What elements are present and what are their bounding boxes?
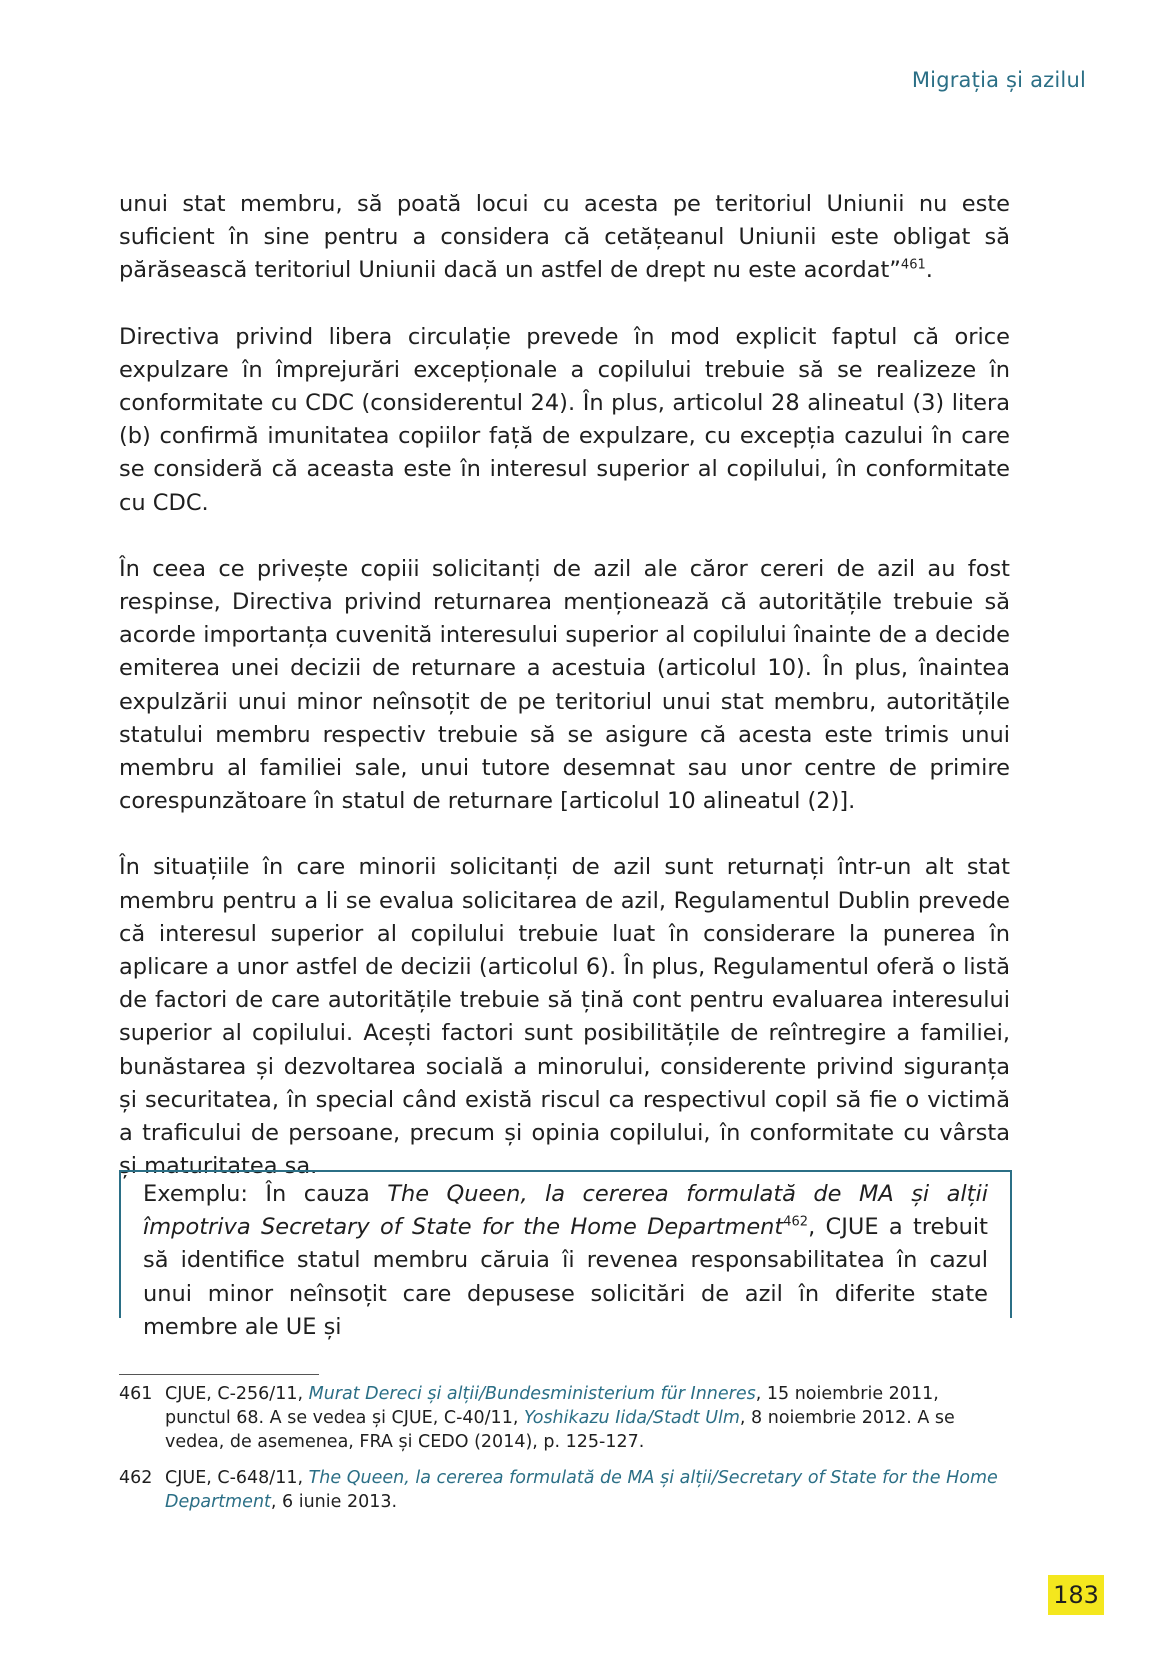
example-box	[119, 1170, 1012, 1340]
paragraph-4: În situațiile în care minorii solicitanți de azil sunt returnați într-un alt stat membru pentru a li se evalua solicitarea de azil, Regulamentul Dublin prevede că interesul superior al copilului trebuie luat în considerare la punerea în aplicare a unor astfel de decizii (articolul 6). În plus, Regulamentul oferă o listă de factori de care autoritățile trebuie să țină cont pentru evaluarea interesului superior al copilului. Acești factori sunt posibilitățile de reîntregire a familiei, bunăstarea și dezvoltarea socială a minorului, considerente privind siguranța și securitatea, în special când există riscul ca respectivul copil să fie o victimă a traficului de persoane, precum și opinia copilului, în conformitate cu vârsta și maturitatea sa.	[119, 854, 1010, 1180]
footnote-text: CJUE, C-648/11, The Queen, la cererea formulată de MA și alții/Secretary of State for the Home Department, 6 iunie 2013.	[165, 1468, 998, 1512]
footnote-text: CJUE, C-256/11, Murat Dereci și alții/Bundesministerium für Inneres, 15 noiembrie 2011, punctul 68. A se vedea și CJUE, C-40/11, Yoshikazu Iida/Stadt Ulm, 8 noiembrie 2012. A se vedea, de asemenea, FRA și CEDO (2014), p. 125-127.	[165, 1384, 955, 1452]
footnote-link[interactable]: Yoshikazu Iida/Stadt Ulm	[523, 1408, 740, 1428]
footnote-link[interactable]: Murat Dereci și alții/Bundesministerium für Inneres	[308, 1384, 756, 1404]
footnote-461	[119, 1382, 1009, 1454]
paragraph-1: unui stat membru, să poată locui cu acesta pe teritoriul Uniunii nu este suficient în sine pentru a considera că cetățeanul Uniunii este obligat să părăsească teritoriul Uniunii dacă un astfel de drept nu este acordat”$^{461}$.	[119, 191, 1010, 284]
footnote-ref-461[interactable]: 461	[900, 257, 926, 273]
footnote-462	[119, 1466, 1009, 1514]
body-text	[119, 188, 1010, 1216]
footnotes	[119, 1382, 1009, 1526]
paragraph-2: Directiva privind libera circulație prevede în mod explicit faptul că orice expulzare în împrejurări excepționale a copilului trebuie să se realizeze în conformitate cu CDC (considerentul 24). În plus, articolul 28 alineatul (3) litera (b) confirmă imunitatea copiilor față de expulzare, cu excepția cazului în care se consideră că aceasta este în interesul superior al copilului, în conformitate cu CDC.	[119, 323, 1010, 516]
footnote-ref-462[interactable]: 462	[783, 1214, 809, 1230]
page-number: 183	[1048, 1575, 1104, 1615]
footnote-number: 461	[119, 1384, 153, 1404]
paragraph-3: În ceea ce privește copiii solicitanți de azil ale căror cereri de azil au fost respinse, Directiva privind returnarea menționează că autoritățile trebuie să acorde importanța cuvenită interesului superior al copilului înainte de a decide emiterea unei decizii de returnare a acestuia (articolul 10). În plus, înaintea expulzării unui minor neînsoțit de pe teritoriul unui stat membru, autoritățile statului membru respectiv trebuie să se asigure că acesta este trimis unui membru al familiei sale, unui tutore desemnat sau unor centre de primire corespunzătoare în statul de returnare [articolul 10 alineatul (2)].	[119, 555, 1010, 815]
footnote-divider	[119, 1374, 319, 1375]
running-header: Migrația și azilul	[911, 68, 1086, 92]
footnote-link[interactable]: The Queen, la cererea formulată de MA și alții/Secretary of State for the Home Department	[165, 1468, 998, 1512]
example-text: Exemplu: În cauza The Queen, la cererea formulată de MA și alții împotriva Secretary of State for the Home Department$^{462}$, CJUE a trebuit să identifice statul membru căruia îi revenea responsabilitatea în cazul unui minor neînsoțit care depusese solicitări de azil în diferite state membre ale UE și	[143, 1181, 988, 1340]
example-case-title: The Queen, la cererea formulată de MA și alții împotriva Secretary of State for the Home Department	[143, 1181, 988, 1241]
footnote-number: 462	[119, 1468, 153, 1488]
